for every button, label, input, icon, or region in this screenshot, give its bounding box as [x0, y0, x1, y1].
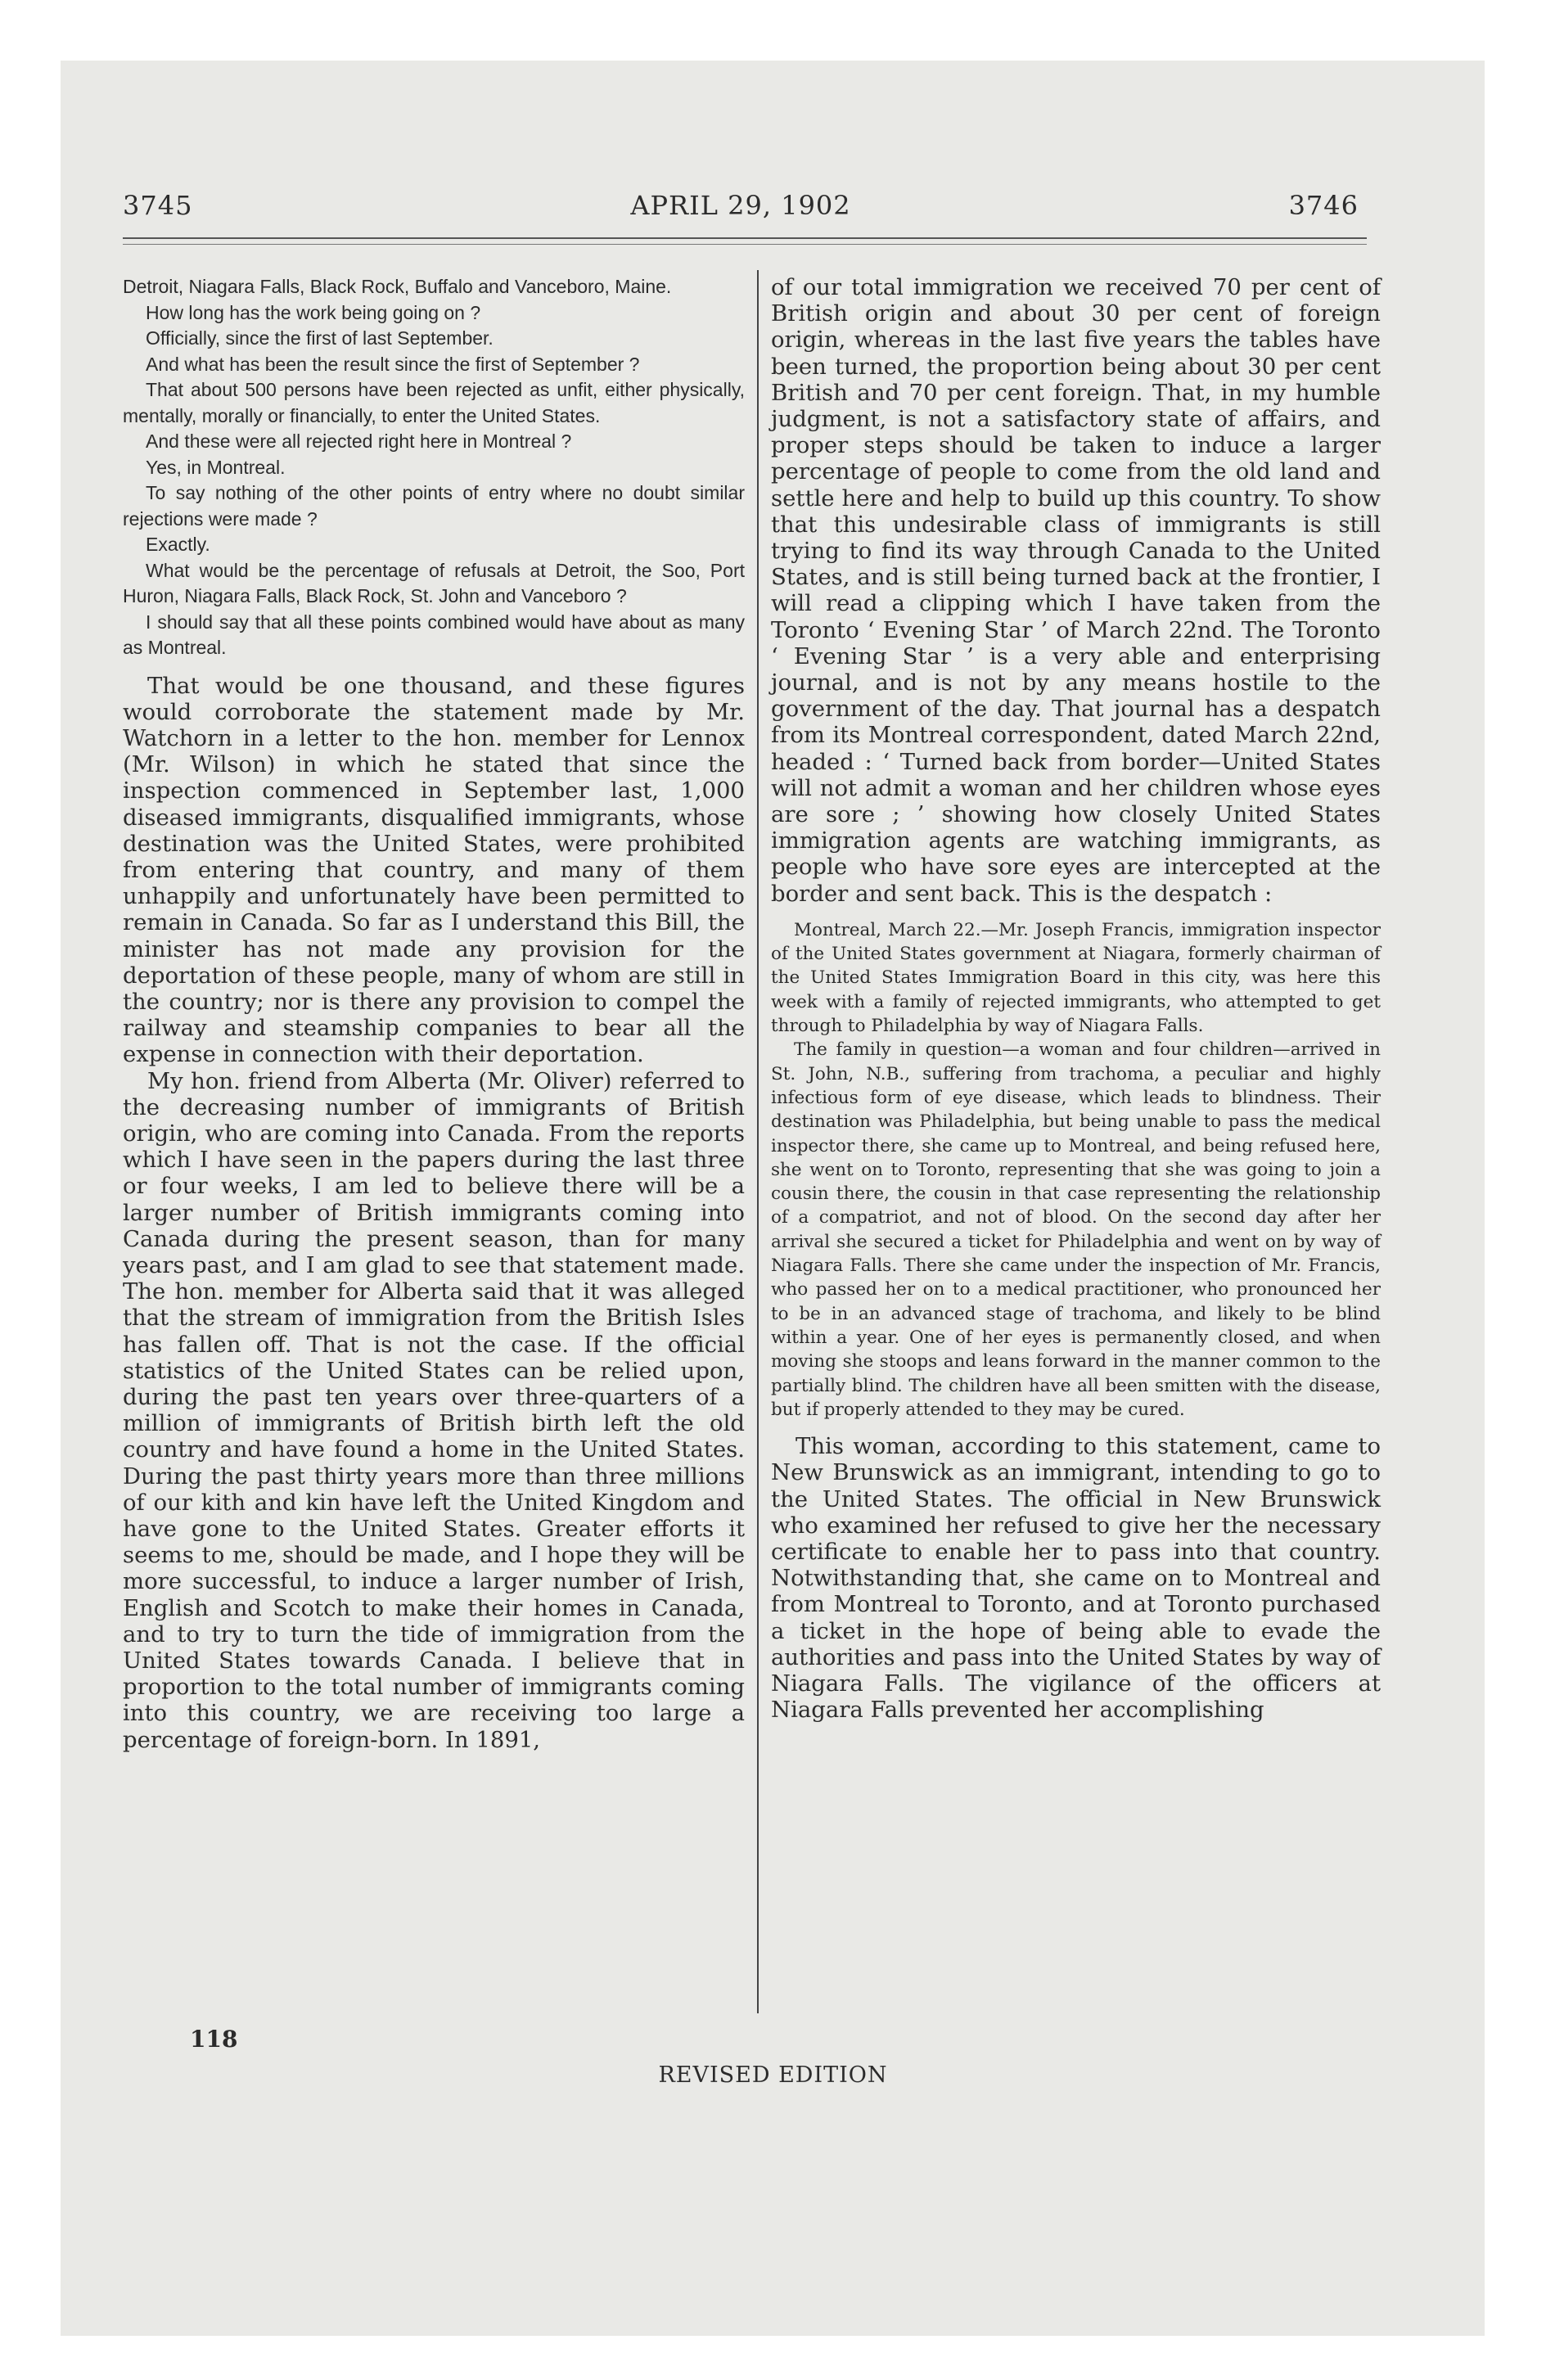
page-header: [123, 190, 1359, 223]
dialogue-line: That about 500 persons have been rejected as unfit, either physically, mentally, morally or financially, to enter the United States.: [123, 379, 745, 426]
dialogue-line: How long has the work being going on ?: [146, 301, 481, 323]
column-divider: [757, 270, 759, 2013]
quoted-despatch: Montreal, March 22.—Mr. Joseph Francis, immigration inspector of the United States government at Niagara, formerly chairman of the United States Immigration Board in this city, was here this week with a family of rejected immigrants, who attempted to get through to Philadelphia by way of Niagara Falls.: [771, 919, 1381, 1037]
left-page-number: 3745: [123, 190, 193, 221]
body-paragraph: of our total immigration we received 70 per cent of British origin and about 30 per cent of foreign origin, whereas in the last five years the tables have been turned, the proportion being about 30 per cent British and 70 per cent foreign. That, in my humble judgment, is not a satisfactory state of affairs, and proper steps should be taken to induce a larger percentage of people to come from the old land and settle here and help to build up this country. To show that this undesirable class of immigrants is still trying to find its way through Canada to the United States, and is still being turned back at the frontier, I will read a clipping which I have taken from the Toronto ‘ Evening Star ’ of March 22nd. The Toronto ‘ Evening Star ’ is a very able and enterprising journal, and is not by any means hostile to the government of the day. That journal has a despatch from its Montreal correspondent, dated March 22nd, headed : ‘ Turned back from border—United States will not admit a woman and her children whose eyes are sore ; ’ showing how closely United States immigration agents are watching immigrants, as people who have sore eyes are intercepted at the border and sent back. This is the despatch :: [771, 274, 1381, 907]
body-paragraph: This woman, according to this statement, came to New Brunswick as an immigrant, intending to go to the United States. The official in New Brunswick who examined her refused to give her the necessary certificate to enable her to pass into that country. Notwithstanding that, she came on to Montreal and from Montreal to Toronto, and at Toronto purchased a ticket in the hope of being able to evade the authorities and pass into the United States by way of Niagara Falls. The vigilance of the officers at Niagara Falls prevented her accomplishing: [771, 1433, 1381, 1724]
page-date: APRIL 29, 1902: [630, 190, 851, 221]
header-rule: [123, 237, 1367, 239]
header-rule-thin: [123, 244, 1367, 245]
left-column: [123, 274, 745, 1753]
dialogue-line: To say nothing of the other points of entry where no doubt similar rejections were made ?: [123, 482, 745, 530]
right-column: [771, 274, 1381, 1723]
dialogue-line: Exactly.: [146, 534, 210, 555]
folio-number: 118: [190, 2026, 238, 2053]
footer-edition: REVISED EDITION: [658, 2062, 888, 2088]
dialogue-line: Yes, in Montreal.: [146, 456, 286, 478]
body-paragraph: That would be one thousand, and these figures would corroborate the statement made by Mr. Watchorn in a letter to the hon. member for Lennox (Mr. Wilson) in which he stated that since the inspection commenced in September last, 1,000 diseased immigrants, disqualified immigrants, whose destination was the United States, were prohibited from entering that country, and many of them unhappily and unfortunately have been permitted to remain in Canada. So far as I understand this Bill, the minister has not made any provision for the deportation of these people, many of whom are still in the country; nor is there any provision to compel the railway and steamship companies to bear all the expense in connection with their deportation.: [123, 672, 745, 1068]
quoted-despatch: The family in question—a woman and four children—arrived in St. John, N.B., suffering from trachoma, a peculiar and highly infectious form of eye disease, which leads to blindness. Their destination was Philadelphia, but being unable to pass the medical inspector there, she came up to Montreal, and being refused here, she went on to Toronto, representing that she was going to join a cousin there, the cousin in that case representing the relationship of a compatriot, and not of blood. On the second day after her arrival she secured a ticket for Philadelphia and went on by way of Niagara Falls. There she came under the inspection of Mr. Francis, who passed her on to a medical practitioner, who pronounced her to be in an advanced stage of trachoma, and likely to be blind within a year. One of her eyes is permanently closed, and when moving she stoops and leans forward in the manner common to the partially blind. The children have all been smitten with the disease, but if properly attended to they may be cured.: [771, 1039, 1381, 1420]
dialogue-line: And these were all rejected right here in Montreal ?: [146, 430, 572, 452]
dialogue-line: What would be the percentage of refusals at Detroit, the Soo, Port Huron, Niagara Falls, Black Rock, St. John and Vanceboro ?: [123, 559, 745, 606]
dialogue-line: Officially, since the first of last September.: [146, 327, 494, 349]
right-page-number: 3746: [1288, 190, 1359, 221]
dialogue-line: I should say that all these points combined would have about as many as Montreal.: [123, 611, 745, 658]
body-paragraph: My hon. friend from Alberta (Mr. Oliver) referred to the decreasing number of immigrants of British origin, who are coming into Canada. From the reports which I have seen in the papers during the last three or four weeks, I am led to believe there will be a larger number of British immigrants coming into Canada during the present season, than for many years past, and I am glad to see that statement made. The hon. member for Alberta said that it was alleged that the stream of immigration from the British Isles has fallen off. That is not the case. If the official statistics of the United States can be relied upon, during the past ten years over three-quarters of a million of immigrants of British birth left the old country and have found a home in the United States. During the past thirty years more than three millions of our kith and kin have left the United Kingdom and have gone to the United States. Greater efforts it seems to me, should be made, and I hope they will be more successful, to induce a larger number of Irish, English and Scotch to make their homes in Canada, and to try to turn the tide of immigration from the United States towards Canada. I believe that in proportion to the total number of immigrants coming into this country, we are receiving too large a percentage of foreign-born. In 1891,: [123, 1067, 745, 1753]
dialogue-line: Detroit, Niagara Falls, Black Rock, Buffalo and Vanceboro, Maine.: [123, 276, 672, 297]
dialogue-line: And what has been the result since the first of September ?: [146, 353, 640, 375]
